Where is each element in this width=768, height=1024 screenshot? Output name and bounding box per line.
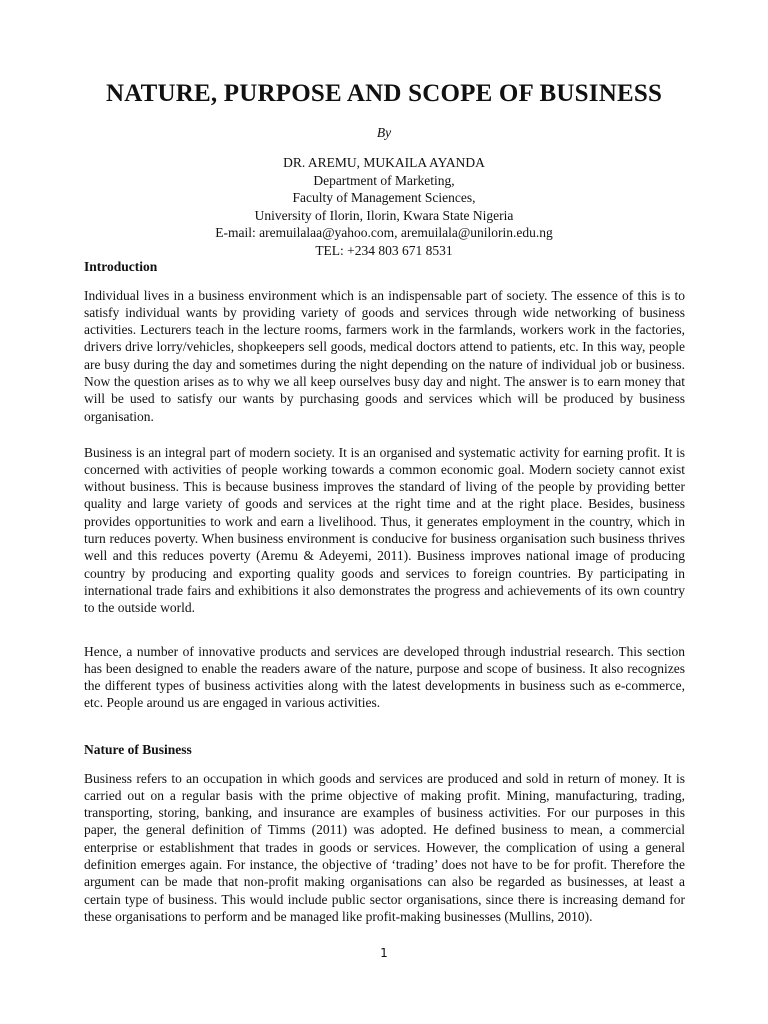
author-email: E-mail: aremuilalaa@yahoo.com, aremuilala@unilorin.edu.ng	[215, 225, 553, 241]
introduction-paragraph-1: Individual lives in a business environment which is an indispensable part of society. The essence of this is to satisfy individual wants by providing variety of goods and services through wide networking of business activities. Lecturers teach in the lecture rooms, farmers work in the farmlands, workers work in the factories, drivers drive lorry/vehicles, shopkeepers sell goods, medical doctors attend to patients, etc. In this way, people are busy during the day and sometimes during the night depending on the nature of individual job or business. Now the question arises as to why we all keep ourselves busy day and night. The answer is to earn money that will be used to satisfy our wants by purchasing goods and services which will be produced by business organisation.	[84, 287, 685, 424]
author-department: Department of Marketing,	[313, 172, 455, 188]
author-block	[0, 154, 768, 260]
byline: By	[376, 125, 392, 140]
author-faculty: Faculty of Management Sciences,	[292, 190, 476, 206]
introduction-paragraph-3: Hence, a number of innovative products and services are developed through industrial research. This section has been designed to enable the readers aware of the nature, purpose and scope of business. It also recognizes the different types of business activities along with the latest developments in business such as e-commerce, etc. People around us are engaged in various activities.	[84, 643, 685, 711]
author-phone: TEL: +234 803 671 8531	[315, 242, 453, 258]
introduction-paragraph-2: Business is an integral part of modern society. It is an organised and systematic activity for earning profit. It is concerned with activities of people working towards a common economic goal. Modern society cannot exist without business. This is because business improves the standard of living of the people by providing better quality and large variety of goods and services at the right time and at the right place. Besides, business provides opportunities to work and earn a livelihood. Thus, it generates employment in the country, which in turn reduces poverty. When business environment is conducive for business organisation such business thrives well and this reduces poverty (Aremu & Adeyemi, 2011). Business improves national image of producing country by producing and exporting quality goods and services to foreign countries. By participating in international trade fairs and exhibitions it also demonstrates the progress and achievements of its own country to the outside world.	[84, 444, 685, 616]
author-name: DR. AREMU, MUKAILA AYANDA	[283, 155, 485, 170]
nature-of-business-paragraph-1: Business refers to an occupation in which goods and services are produced and sold in return of money. It is carried out on a regular basis with the prime objective of making profit. Mining, manufacturing, trading, transporting, storing, banking, and insurance are examples of business activities. For our purposes in this paper, the general definition of Timms (2011) was adopted. He defined business to mean, a commercial enterprise or establishment that trades in goods or services. However, the complication of using a general definition emerges again. For instance, the objective of ‘trading’ does not have to be for profit. Therefore the argument can be made that non-profit making organisations can also be regarded as businesses, at least a certain type of business. This would include public sector organisations, since there is increasing demand for these organisations to perform and be managed like profit-making businesses (Mullins, 2010).	[84, 770, 685, 924]
document-title: NATURE, PURPOSE AND SCOPE OF BUSINESS	[105, 80, 663, 107]
introduction-heading: Introduction	[84, 259, 158, 274]
author-university: University of Ilorin, Ilorin, Kwara State Nigeria	[254, 207, 514, 223]
nature-of-business-heading: Nature of Business	[84, 742, 192, 757]
page-number: 1	[380, 946, 388, 960]
